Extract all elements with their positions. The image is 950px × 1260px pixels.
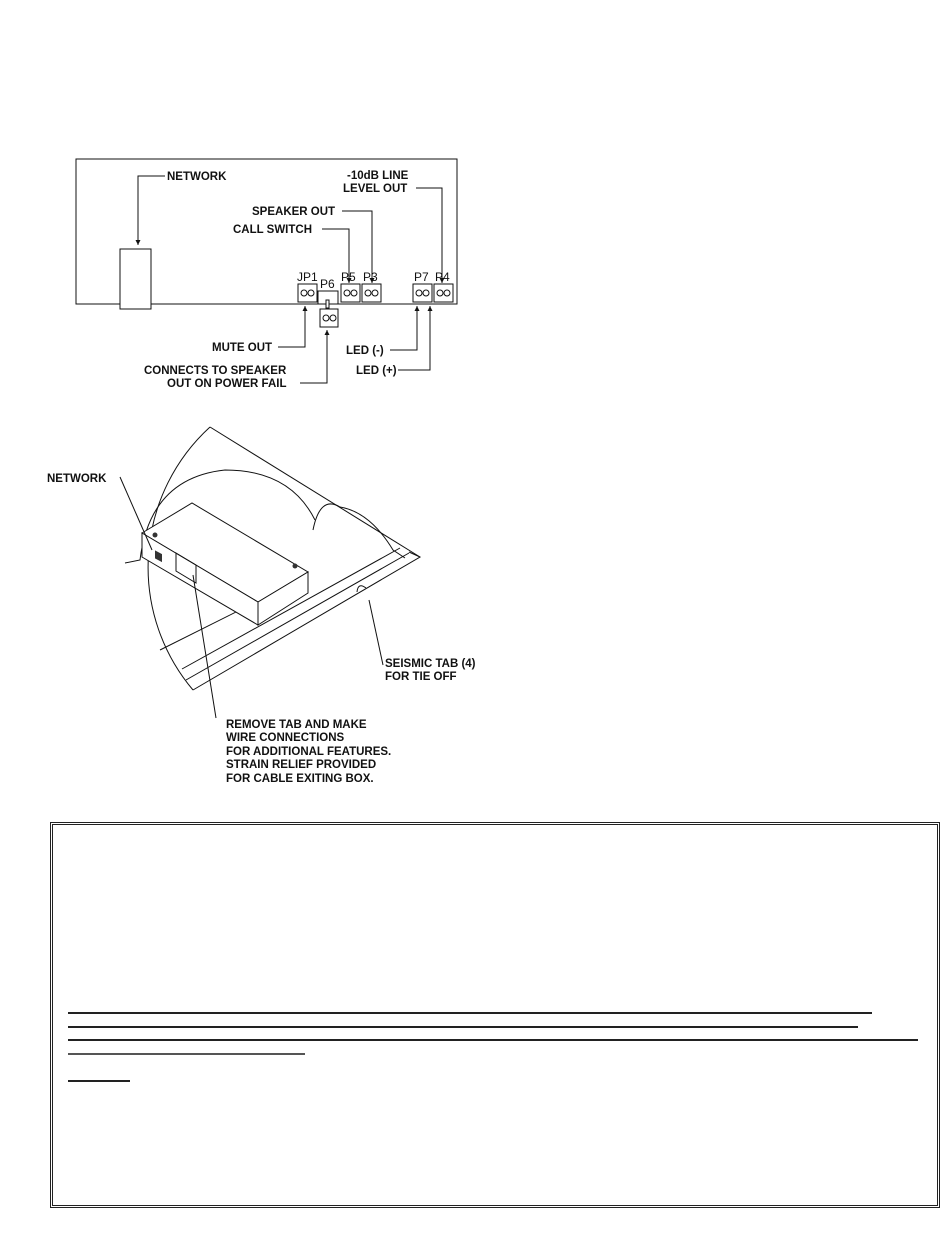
label-seismic-2: FOR TIE OFF — [385, 671, 457, 683]
label-speaker-out: SPEAKER OUT — [252, 206, 336, 218]
label-led-plus: LED (+) — [356, 365, 397, 377]
connector-p4: P4 — [435, 270, 450, 284]
label-remove-4: STRAIN RELIEF PROVIDED — [226, 759, 377, 771]
underline-3 — [68, 1039, 918, 1041]
label-line-level-1: -10dB LINE — [347, 170, 409, 182]
connector-board-diagram — [76, 159, 457, 390]
label-mute-out: MUTE OUT — [212, 342, 273, 354]
label-call-switch: CALL SWITCH — [233, 224, 313, 236]
label-iso-network: NETWORK — [47, 473, 107, 485]
network-jack — [120, 249, 151, 309]
connector-p6: P6 — [320, 277, 335, 291]
underline-1 — [68, 1012, 872, 1014]
label-remove-5: FOR CABLE EXITING BOX. — [226, 773, 374, 785]
underline-4 — [68, 1053, 305, 1055]
label-led-minus: LED (-) — [346, 345, 384, 357]
connector-p3: P3 — [363, 270, 378, 284]
label-remove-3: FOR ADDITIONAL FEATURES. — [226, 746, 392, 758]
label-remove-2: WIRE CONNECTIONS — [226, 732, 345, 744]
connector-jp1: JP1 — [297, 270, 318, 284]
label-power-fail-1: CONNECTS TO SPEAKER — [144, 365, 287, 377]
label-seismic-1: SEISMIC TAB (4) — [385, 658, 476, 670]
connector-p5: P5 — [341, 270, 356, 284]
label-line-level-2: LEVEL OUT — [343, 183, 408, 195]
label-power-fail-2: OUT ON POWER FAIL — [167, 378, 287, 390]
label-remove-1: REMOVE TAB AND MAKE — [226, 719, 367, 731]
isometric-enclosure-diagram — [47, 427, 476, 785]
notes-box — [50, 822, 940, 1208]
connector-p7: P7 — [414, 270, 429, 284]
underline-2 — [68, 1026, 858, 1028]
label-network: NETWORK — [167, 171, 227, 183]
underline-5 — [68, 1080, 130, 1082]
